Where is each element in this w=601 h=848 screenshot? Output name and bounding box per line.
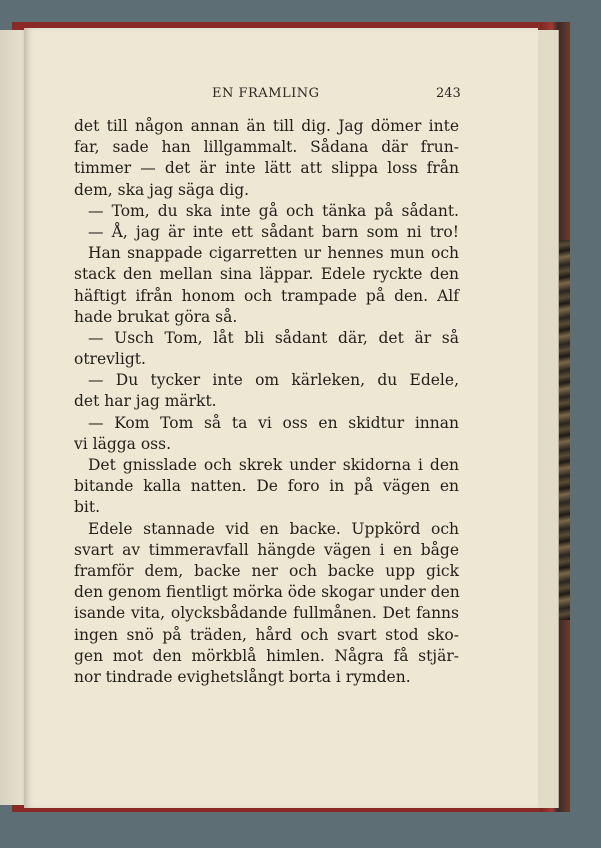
text-line: — Usch Tom, låt bli sådant där, det är så [88,328,459,347]
text-line: det till någon annan än till dig. Jag dömer inte [74,117,459,135]
text-line: gen mot den mörkblå himlen. Några få stjär- [74,646,459,665]
text-line: — Du tycker inte om kärleken, du Edele, [88,371,459,390]
text-line: otrevligt. [74,350,146,369]
text-line: — Å, jag är inte ett sådant barn som ni tro! [88,222,459,241]
text-line: stack den mellan sina läppar. Edele ryckte den [74,265,459,284]
text-line: hade brukat göra så. [74,307,238,326]
text-line: far, sade han lillgammalt. Sådana där frun- [74,138,459,157]
text-line: Edele stannade vid en backe. Uppkörd och [88,519,459,538]
text-line: bit. [74,498,101,517]
text-line: isande vita, olycksbådande fullmånen. Det fanns [74,604,459,623]
text-line: häftigt ifrån honom och trampade på den. Alf [74,286,459,305]
text-line: — Tom, du ska inte gå och tänka på sådant. [88,201,459,220]
text-line: vi lägga oss. [74,434,172,453]
text-line: Det gnisslade och skrek under skidorna i den [88,456,459,474]
text-line: — Kom Tom så ta vi oss en skidtur innan [88,413,459,432]
text-line: ingen snö på träden, hård och svart stod sko- [74,625,459,644]
page-header [24,86,538,106]
text-line: svart av timmeravfall hängde vägen i en båge [74,540,459,559]
text-line: nor tindrade evighetslångt borta i rymden. [74,667,411,686]
running-title: EN FRAMLING [212,86,320,101]
text-line: den genom fientligt mörka öde skogar under den [74,583,460,602]
text-line: timmer — det är inte lätt att slippa loss från [74,159,459,178]
text-line: bitande kalla natten. De foro in på vägen en [74,477,459,496]
text-line: Han snappade cigarretten ur hennes mun och [88,244,459,263]
text-line: dem, ska jag säga dig. [74,180,250,199]
book-page [24,28,538,808]
body-text [74,116,459,688]
text-line: framför dem, backe ner och backe upp gick [74,561,459,580]
page-number: 243 [436,86,461,101]
text-line: det har jag märkt. [74,392,217,411]
